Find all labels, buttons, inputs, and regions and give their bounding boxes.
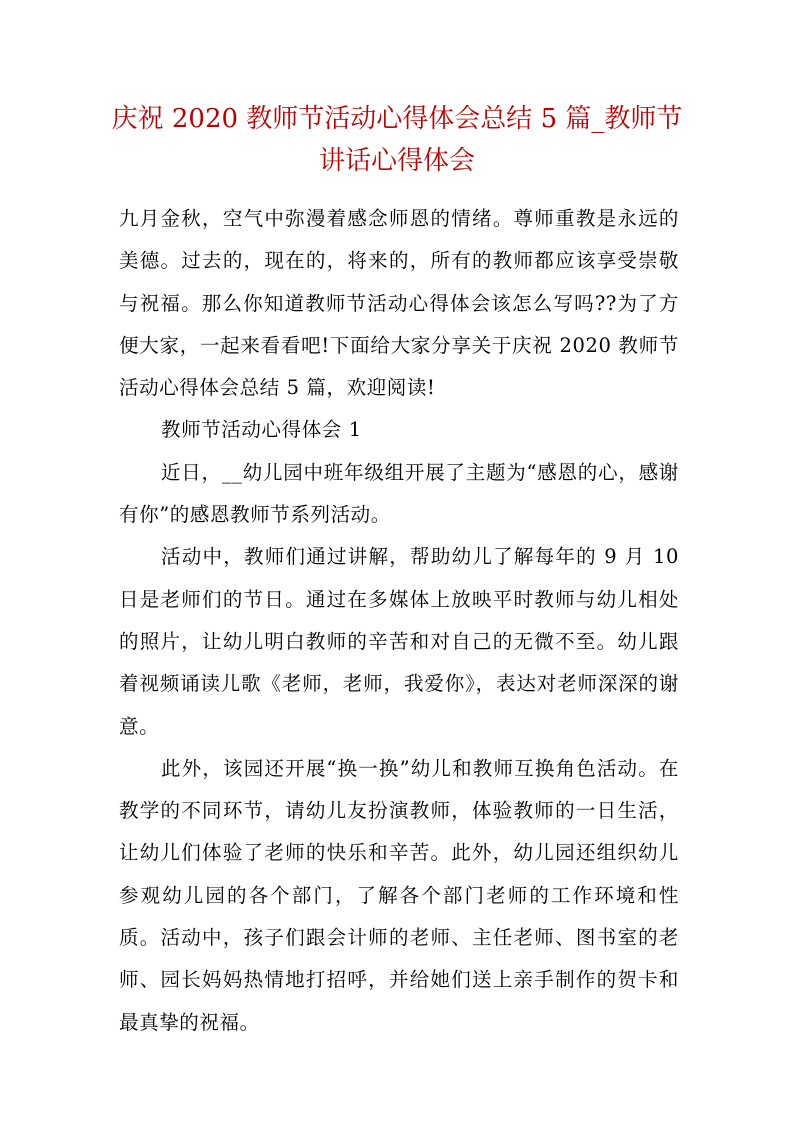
document-title: 庆祝 2020 教师节活动心得体会总结 5 篇_教师节讲话心得体会 (111, 104, 683, 176)
body-paragraph-2: 活动中，教师们通过讲解，帮助幼儿了解每年的 9 月 10 日是老师们的节日。通过在多媒体上放映平时教师与幼儿相处的照片，让幼儿明白教师的辛苦和对自己的无微不至。幼儿跟着视频诵读儿歌《老师，老师，我爱你》，表达对老师深深的谢意。 (119, 545, 679, 738)
document-body (119, 198, 679, 1044)
body-paragraph-3: 此外，该园还开展“换一换”幼儿和教师互换角色活动。在教学的不同环节，请幼儿友扮演教师，体验教师的一日生活，让幼儿们体验了老师的快乐和辛苦。此外，幼儿园还组织幼儿参观幼儿园的各个部门，了解各个部门老师的工作环境和性质。活动中，孩子们跟会计师的老师、主任老师、图书室的老师、园长妈妈热情地打招呼，并给她们送上亲手制作的贺卡和最真挚的祝福。 (119, 756, 679, 1034)
section-heading: 教师节活动心得体会 1 (161, 418, 362, 442)
intro-paragraph: 九月金秋，空气中弥漫着感念师恩的情绪。尊师重教是永远的美德。过去的，现在的，将来的，所有的教师都应该享受崇敬与祝福。那么你知道教师节活动心得体会该怎么写吗??为了方便大家，一起来看看吧!下面给大家分享关于庆祝 2020 教师节活动心得体会总结 5 篇，欢迎阅读! (119, 207, 679, 400)
body-paragraph-1: 近日，__幼儿园中班年级组开展了主题为“感恩的心，感谢有你”的感恩教师节系列活动。 (119, 460, 679, 527)
